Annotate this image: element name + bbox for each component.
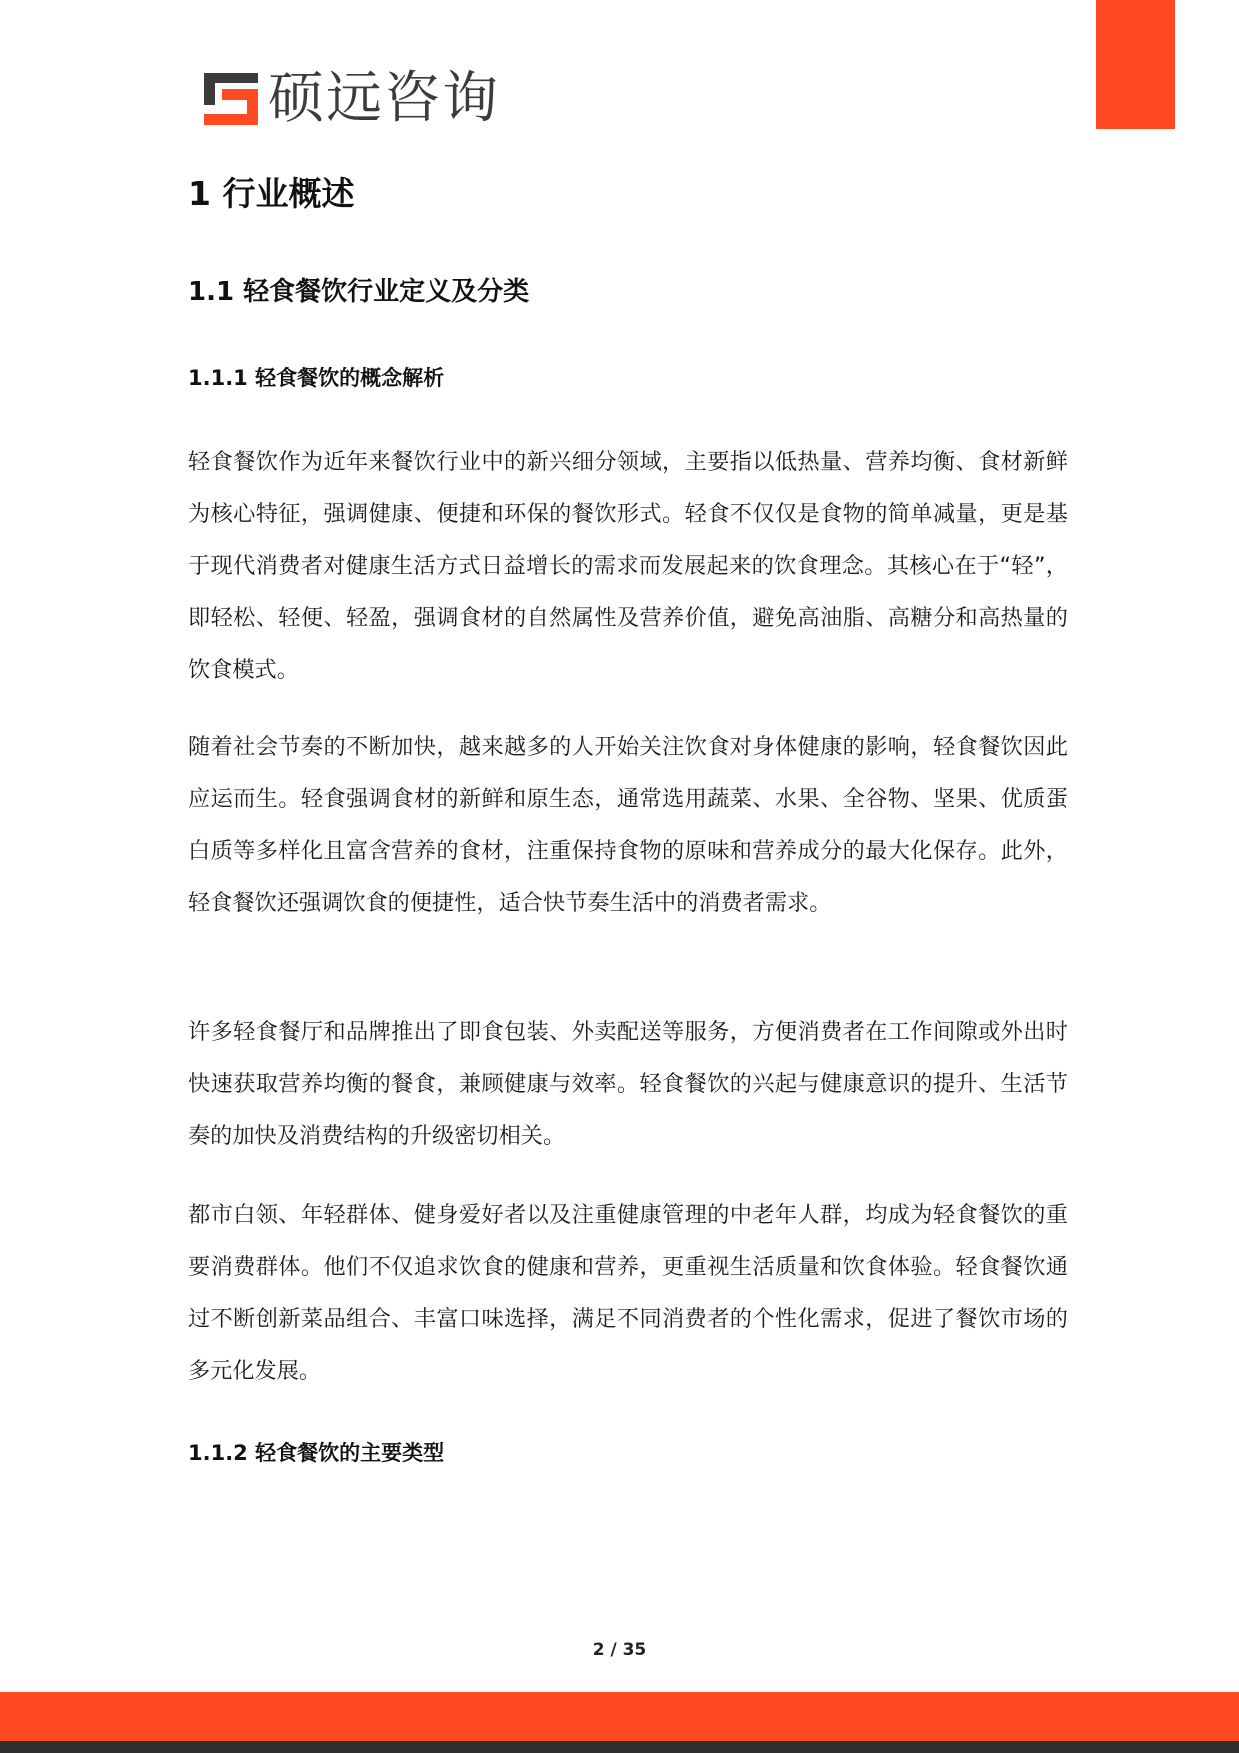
logo-mark-icon <box>202 71 260 127</box>
paragraph-1: 轻食餐饮作为近年来餐饮行业中的新兴细分领域，主要指以低热量、营养均衡、食材新鲜为核心特征，强调健康、便捷和环保的餐饮形式。轻食不仅仅是食物的简单减量，更是基于现代消费者对健康生活方式日益增长的需求而发展起来的饮食理念。其核心在于“轻”，即轻松、轻便、轻盈，强调食材的自然属性及营养价值，避免高油脂、高糖分和高热量的饮食模式。 <box>188 449 1068 683</box>
footer-accent-bar <box>0 1692 1239 1741</box>
page-number: 2 / 35 <box>592 1640 647 1660</box>
paragraph-3: 许多轻食餐厅和品牌推出了即食包装、外卖配送等服务，方便消费者在工作间隙或外出时快速获取营养均衡的餐食，兼顾健康与效率。轻食餐饮的兴起与健康意识的提升、生活节奏的加快及消费结构的升级密切相关。 <box>188 1019 1068 1149</box>
chapter-title: 1 行业概述 <box>188 174 355 213</box>
corner-accent-block <box>1096 0 1175 129</box>
section-title: 1.1 轻食餐饮行业定义及分类 <box>188 277 530 307</box>
brand-name: 硕远咨询 <box>268 66 500 131</box>
brand-logo <box>202 66 500 131</box>
subsection-title-types: 1.1.2 轻食餐饮的主要类型 <box>188 1441 445 1465</box>
paragraph-4: 都市白领、年轻群体、健身爱好者以及注重健康管理的中老年人群，均成为轻食餐饮的重要消费群体。他们不仅追求饮食的健康和营养，更重视生活质量和饮食体验。轻食餐饮通过不断创新菜品组合、丰富口味选择，满足不同消费者的个性化需求，促进了餐饮市场的多元化发展。 <box>188 1202 1068 1384</box>
paragraph-2: 随着社会节奏的不断加快，越来越多的人开始关注饮食对身体健康的影响，轻食餐饮因此应运而生。轻食强调食材的新鲜和原生态，通常选用蔬菜、水果、全谷物、坚果、优质蛋白质等多样化且富含营养的食材，注重保持食物的原味和营养成分的最大化保存。此外，轻食餐饮还强调饮食的便捷性，适合快节奏生活中的消费者需求。 <box>188 734 1068 916</box>
footer-dark-bar <box>0 1741 1239 1753</box>
subsection-title-concept: 1.1.1 轻食餐饮的概念解析 <box>188 366 445 390</box>
